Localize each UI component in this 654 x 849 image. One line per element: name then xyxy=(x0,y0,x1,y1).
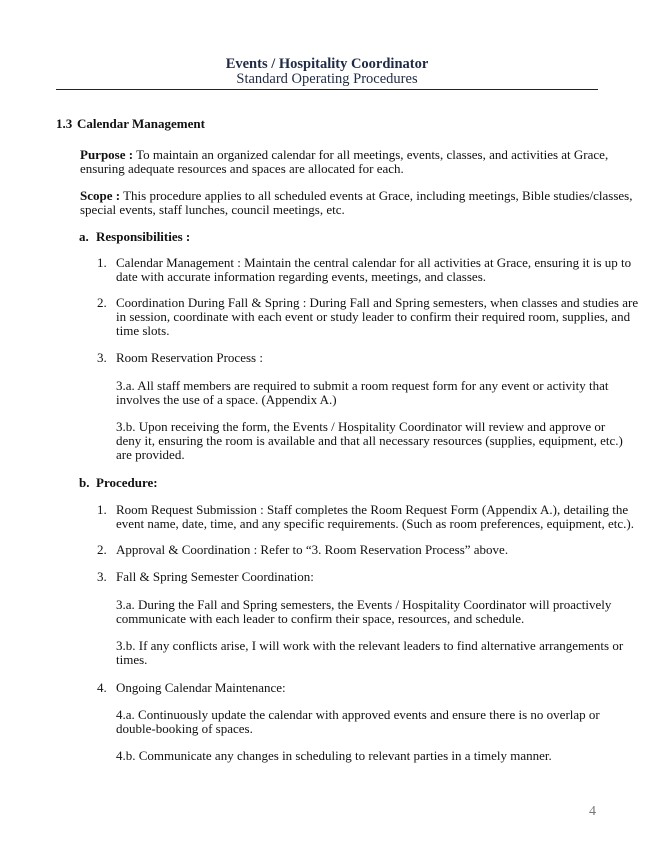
text-line: special events, staff lunches, council meetings, etc. xyxy=(80,202,345,217)
scope-paragraph xyxy=(80,189,633,217)
text-line: Coordination During Fall & Spring : During Fall and Spring semesters, when classes and studies are xyxy=(116,295,639,310)
text-line: are provided. xyxy=(116,447,185,462)
page-number: 4 xyxy=(589,804,596,819)
text-line: 3.b. Upon receiving the form, the Events / Hospitality Coordinator will review and approve or xyxy=(116,419,606,434)
text-line: Fall & Spring Semester Coordination: xyxy=(116,569,314,584)
list-number: 1. xyxy=(97,502,107,517)
list-item xyxy=(97,502,634,531)
procedure-marker: b. xyxy=(79,475,90,490)
list-item xyxy=(97,569,314,584)
text-line: times. xyxy=(116,652,148,667)
purpose-label: Purpose : xyxy=(80,147,134,162)
section-title: Calendar Management xyxy=(77,116,205,131)
text-line: Room Reservation Process : xyxy=(116,350,263,365)
section-number: 1.3 xyxy=(56,116,73,131)
list-number: 3. xyxy=(97,569,107,584)
sub-item xyxy=(116,598,611,626)
responsibilities-heading: Responsibilities : xyxy=(96,229,191,244)
list-number: 4. xyxy=(97,680,107,695)
text-line: event name, date, time, and any specific requirements. (Such as room preferences, equipment, etc.). xyxy=(116,516,634,531)
text-line: 3.b. If any conflicts arise, I will work with the relevant leaders to find alternative arrangements or xyxy=(116,638,624,653)
sub-item xyxy=(116,749,552,763)
text-line: To maintain an organized calendar for all meetings, events, classes, and activities at Grace, xyxy=(133,147,609,162)
text-line: date with accurate information regarding events, meetings, and classes. xyxy=(116,269,487,284)
text-line: communicate with each leader to confirm their space, resources, and schedule. xyxy=(116,611,525,626)
sub-item xyxy=(116,708,600,736)
text-line: time slots. xyxy=(116,323,170,338)
text-line: This procedure applies to all scheduled events at Grace, including meetings, Bible studies/classes, xyxy=(120,188,633,203)
text-line: Ongoing Calendar Maintenance: xyxy=(116,680,286,695)
text-line: ensuring adequate resources and spaces are allocated for each. xyxy=(80,161,404,176)
header-divider xyxy=(56,89,598,90)
list-item xyxy=(97,542,509,557)
procedure-heading: Procedure: xyxy=(96,475,158,490)
list-number: 2. xyxy=(97,295,107,310)
text-line: in session, coordinate with each event or study leader to confirm their required room, supplies, and xyxy=(116,309,631,324)
sub-item xyxy=(116,420,623,462)
list-item xyxy=(97,680,286,695)
text-line: double-booking of spaces. xyxy=(116,721,253,736)
list-number: 3. xyxy=(97,350,107,365)
responsibilities-marker: a. xyxy=(79,229,89,244)
list-number: 1. xyxy=(97,255,107,270)
sub-item xyxy=(116,379,609,407)
sub-item xyxy=(116,639,623,667)
text-line: Approval & Coordination : Refer to “3. Room Reservation Process” above. xyxy=(116,542,509,557)
text-line: Calendar Management : Maintain the central calendar for all activities at Grace, ensuring it is up to xyxy=(116,255,632,270)
document-title: Events / Hospitality Coordinator xyxy=(225,56,429,72)
list-item xyxy=(97,350,263,365)
list-item xyxy=(97,295,639,338)
purpose-paragraph xyxy=(80,148,608,176)
list-number: 2. xyxy=(97,542,107,557)
scope-label: Scope : xyxy=(80,188,121,203)
list-item xyxy=(97,255,632,284)
text-line: 4.b. Communicate any changes in scheduling to relevant parties in a timely manner. xyxy=(116,748,552,763)
text-line: 4.a. Continuously update the calendar with approved events and ensure there is no overlap or xyxy=(116,707,600,722)
text-line: deny it, ensuring the room is available and that all necessary resources (supplies, equipment, etc.) xyxy=(116,433,623,448)
document-subtitle: Standard Operating Procedures xyxy=(236,71,418,87)
text-line: 3.a. All staff members are required to submit a room request form for any event or activity that xyxy=(116,378,609,393)
text-line: 3.a. During the Fall and Spring semesters, the Events / Hospitality Coordinator will proactively xyxy=(116,597,612,612)
text-line: Room Request Submission : Staff completes the Room Request Form (Appendix A.), detailing the xyxy=(116,502,629,517)
text-line: involves the use of a space. (Appendix A.) xyxy=(116,392,337,407)
